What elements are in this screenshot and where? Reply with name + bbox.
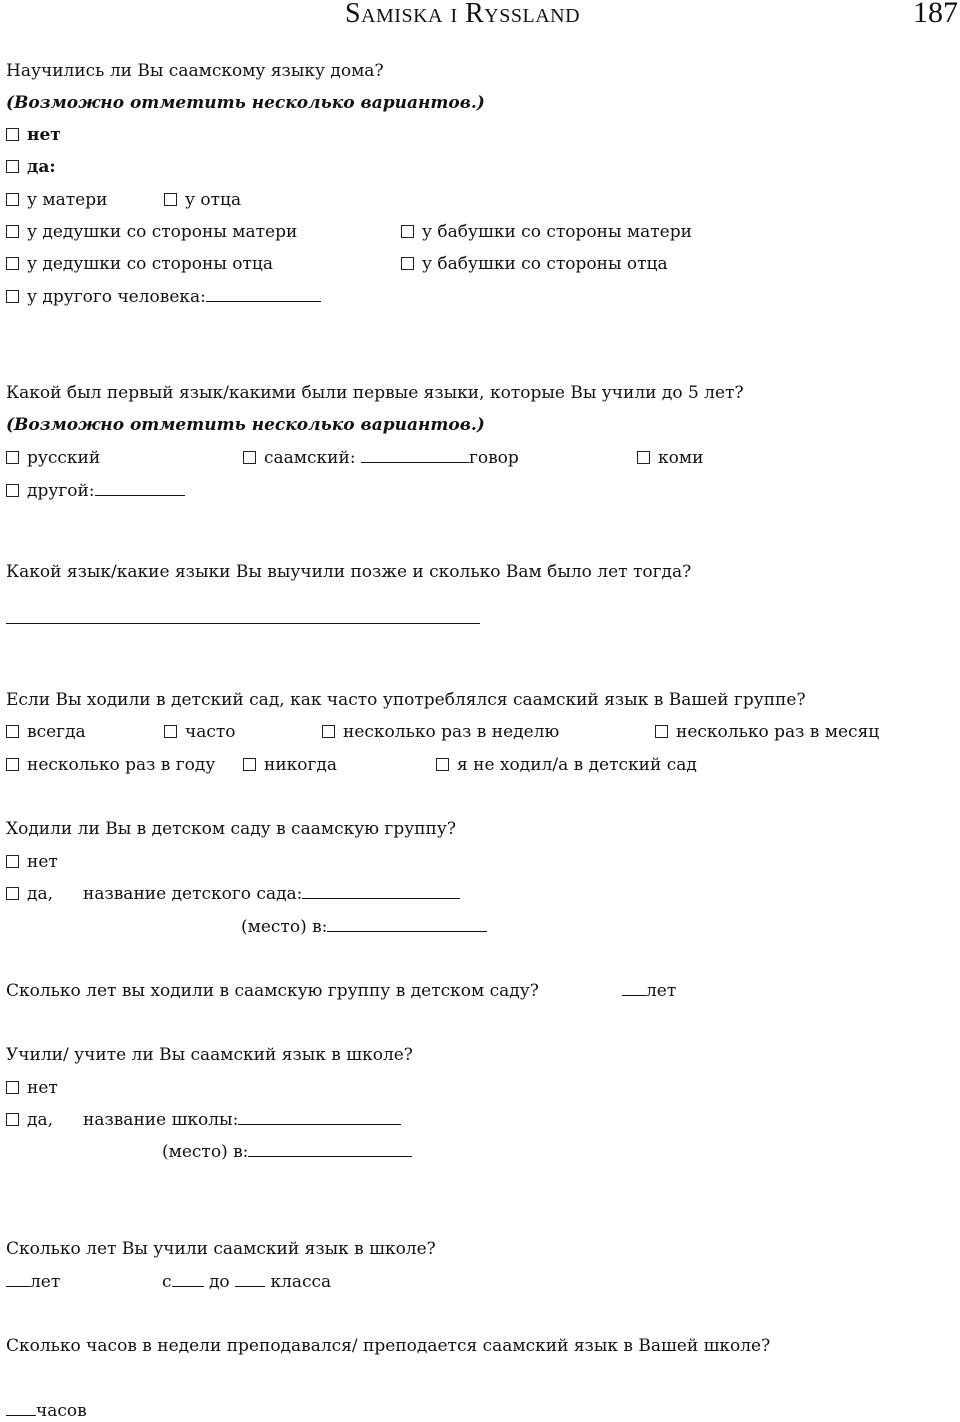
option-no[interactable]: нет xyxy=(6,124,61,146)
multiple-choice-note: (Возможно отметить несколько вариантов.) xyxy=(6,415,485,435)
option-no[interactable]: нет xyxy=(6,851,58,873)
kindergarten-place-field[interactable]: (место) в: xyxy=(241,916,487,938)
checkbox-icon[interactable] xyxy=(637,451,650,464)
checkbox-icon[interactable] xyxy=(6,484,19,497)
question-school-years: Сколько лет Вы учили саамский язык в школе? xyxy=(6,1239,436,1259)
checkbox-icon[interactable] xyxy=(6,725,19,738)
years-field[interactable]: лет xyxy=(622,980,676,1002)
hours-field[interactable]: часов xyxy=(6,1400,87,1422)
question-later-languages: Какой язык/какие языки Вы выучили позже и сколько Вам было лет тогда? xyxy=(6,562,692,582)
option-yes[interactable]: да, xyxy=(6,883,53,905)
multiple-choice-note: (Возможно отметить несколько вариантов.) xyxy=(6,93,485,113)
checkbox-icon[interactable] xyxy=(6,451,19,464)
fill-in-blank[interactable] xyxy=(361,447,469,463)
checkbox-icon[interactable] xyxy=(243,758,256,771)
option-always[interactable]: всегда xyxy=(6,721,86,743)
option-grandfather-mother[interactable]: у дедушки со стороны матери xyxy=(6,221,297,243)
option-father[interactable]: у отца xyxy=(164,189,241,211)
option-yes[interactable]: да, xyxy=(6,1109,53,1131)
option-often[interactable]: часто xyxy=(164,721,236,743)
checkbox-icon[interactable] xyxy=(6,290,19,303)
option-russian[interactable]: русский xyxy=(6,447,100,469)
option-monthly[interactable]: несколько раз в месяц xyxy=(655,721,879,743)
fill-in-blank[interactable] xyxy=(302,883,460,899)
fill-in-blank[interactable] xyxy=(206,286,321,302)
checkbox-icon[interactable] xyxy=(243,451,256,464)
question-first-language: Какой был первый язык/какими были первые языки, которые Вы учили до 5 лет? xyxy=(6,383,744,403)
option-other-person[interactable]: у другого человека: xyxy=(6,286,321,308)
checkbox-icon[interactable] xyxy=(401,257,414,270)
checkbox-icon[interactable] xyxy=(436,758,449,771)
fill-in-blank[interactable] xyxy=(248,1141,412,1157)
option-mother[interactable]: у матери xyxy=(6,189,107,211)
option-no[interactable]: нет xyxy=(6,1077,58,1099)
checkbox-icon[interactable] xyxy=(6,855,19,868)
checkbox-icon[interactable] xyxy=(6,160,19,173)
question-kindergarten-years: Сколько лет вы ходили в саамскую группу в детском саду? xyxy=(6,981,539,1001)
school-place-field[interactable]: (место) в: xyxy=(162,1141,412,1163)
option-komi[interactable]: коми xyxy=(637,447,703,469)
checkbox-icon[interactable] xyxy=(6,1081,19,1094)
checkbox-icon[interactable] xyxy=(655,725,668,738)
checkbox-icon[interactable] xyxy=(6,128,19,141)
fill-in-blank[interactable] xyxy=(172,1271,204,1287)
fill-in-blank[interactable] xyxy=(95,480,185,496)
kindergarten-name-field[interactable]: название детского сада: xyxy=(83,883,460,905)
option-sami[interactable]: саамский: говор xyxy=(243,447,519,469)
checkbox-icon[interactable] xyxy=(6,758,19,771)
question-home-learning: Научились ли Вы саамскому языку дома? xyxy=(6,61,384,81)
option-no-kindergarten[interactable]: я не ходил/а в детский сад xyxy=(436,754,697,776)
option-never[interactable]: никогда xyxy=(243,754,337,776)
option-other-language[interactable]: другой: xyxy=(6,480,185,502)
question-sami-group: Ходили ли Вы в детском саду в саамскую группу? xyxy=(6,819,456,839)
grade-range-field[interactable]: с до класса xyxy=(162,1272,332,1292)
years-field[interactable]: лет xyxy=(6,1271,60,1293)
checkbox-icon[interactable] xyxy=(401,225,414,238)
question-kindergarten-frequency: Если Вы ходили в детский сад, как часто употреблялся саамский язык в Вашей группе? xyxy=(6,690,806,710)
checkbox-icon[interactable] xyxy=(6,257,19,270)
option-yearly[interactable]: несколько раз в году xyxy=(6,754,215,776)
fill-in-blank[interactable] xyxy=(238,1109,401,1125)
question-school-sami: Учили/ учите ли Вы саамский язык в школе? xyxy=(6,1045,413,1065)
fill-in-blank[interactable] xyxy=(622,980,646,996)
fill-in-blank[interactable] xyxy=(235,1271,265,1287)
question-weekly-hours: Сколько часов в недели преподавался/ преподается саамский язык в Вашей школе? xyxy=(6,1336,771,1356)
checkbox-icon[interactable] xyxy=(322,725,335,738)
option-grandfather-father[interactable]: у дедушки со стороны отца xyxy=(6,253,273,275)
school-name-field[interactable]: название школы: xyxy=(83,1109,401,1131)
checkbox-icon[interactable] xyxy=(164,725,177,738)
option-grandmother-father[interactable]: у бабушки со стороны отца xyxy=(401,253,668,275)
fill-in-blank[interactable] xyxy=(327,916,487,932)
checkbox-icon[interactable] xyxy=(6,1113,19,1126)
checkbox-icon[interactable] xyxy=(6,887,19,900)
option-yes[interactable]: да: xyxy=(6,156,56,178)
option-weekly[interactable]: несколько раз в неделю xyxy=(322,721,559,743)
running-header-title: Samiska i Ryssland xyxy=(345,0,581,29)
page-number: 187 xyxy=(913,0,958,29)
answer-line[interactable] xyxy=(6,608,480,630)
fill-in-blank[interactable] xyxy=(6,1400,36,1416)
checkbox-icon[interactable] xyxy=(6,225,19,238)
option-grandmother-mother[interactable]: у бабушки со стороны матери xyxy=(401,221,692,243)
checkbox-icon[interactable] xyxy=(6,193,19,206)
checkbox-icon[interactable] xyxy=(164,193,177,206)
fill-in-blank[interactable] xyxy=(6,1271,30,1287)
